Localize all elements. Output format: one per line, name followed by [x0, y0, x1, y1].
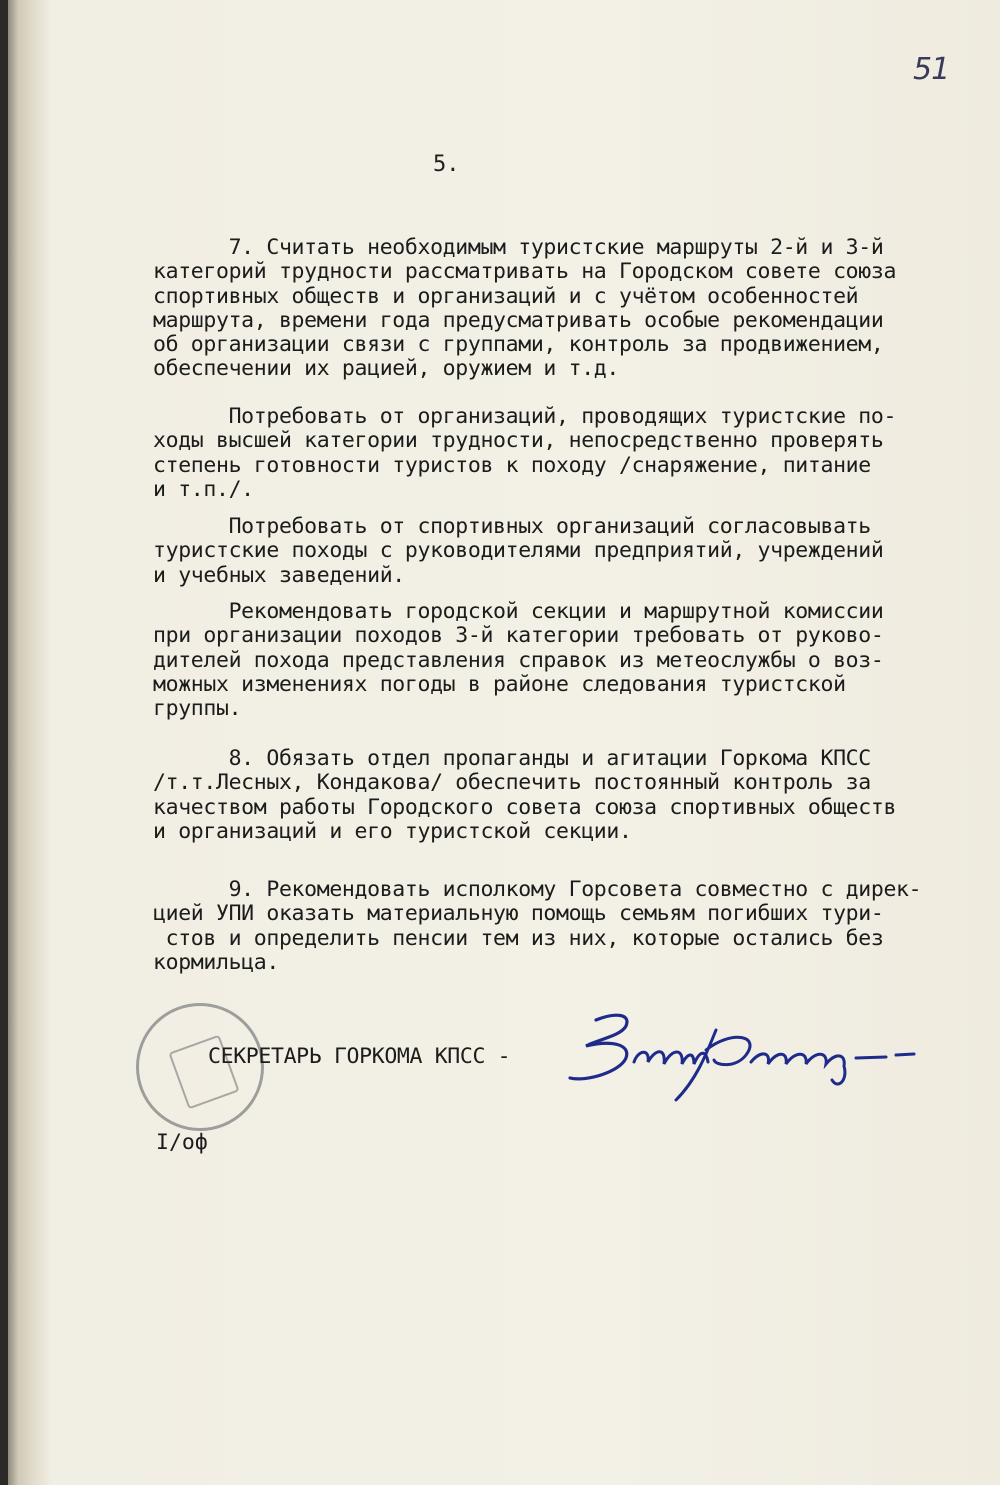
paragraph-demand-organizations: Потребовать от организаций, проводящих туристские по- ходы высшей категории трудности, непосредственно проверять степень готовности туристов к походу /снаряжение, питание и т.п./.	[153, 404, 897, 502]
document-page	[8, 0, 1000, 1485]
handwritten-signature	[556, 1000, 926, 1110]
paragraph-demand-sports-organizations: Потребовать от спортивных организаций согласовывать туристские походы с руководителями предприятий, учреждений и учебных заведений.	[153, 514, 884, 588]
paragraph-item-8: 8. Обязать отдел пропаганды и агитации Горкома КПСС /т.т.Лесных, Кондакова/ обеспечить постоянный контроль за качеством работы Городского совета союза спортивных обществ и организаций и его туристской секции.	[153, 746, 897, 844]
signature-label: СЕКРЕТАРЬ ГОРКОМА КПСС -	[208, 1044, 511, 1069]
document-reference-code: I/оф	[156, 1130, 208, 1155]
paragraph-item-7: 7. Считать необходимым туристские маршруты 2-й и 3-й категорий трудности рассматривать на Городском совете союза спортивных обществ и организаций и с учётом особенностей маршрута, времени года предусматривать особые рекомендации об организации связи с группами, контроль за продвижением, обеспечении их рацией, оружием и т.д.	[153, 235, 897, 382]
paragraph-recommend-city-section: Рекомендовать городской секции и маршрутной комиссии при организации походов 3-й категории требовать от руково- дителей похода представления справок из метеослужбы о воз- можных изменениях погоды в районе следования туристской группы.	[153, 599, 884, 722]
paragraph-item-9: 9. Рекомендовать исполкому Горсовета совместно с дирек- цией УПИ оказать материальную помощь семьям погибших тури- стов и определить пенсии тем из них, которые остались без кормильца.	[153, 877, 922, 975]
page-binding-edge	[8, 0, 50, 1485]
page-number: 5.	[433, 152, 460, 177]
archive-page-number: 51	[913, 52, 950, 87]
